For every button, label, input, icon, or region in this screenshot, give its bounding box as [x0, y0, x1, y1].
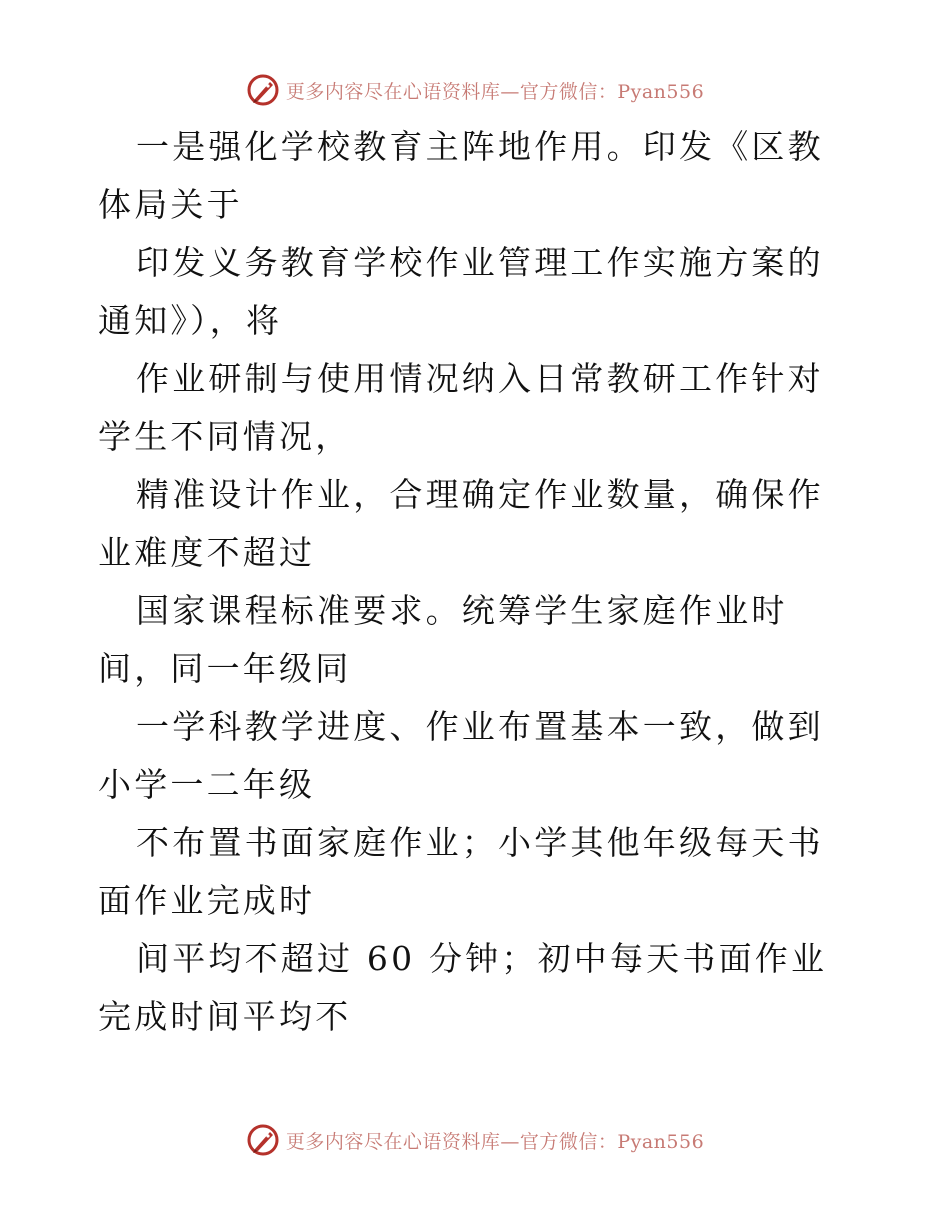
paragraph: 间平均不超过 60 分钟；初中每天书面作业完成时间平均不	[98, 939, 828, 1036]
footer-watermark-banner	[0, 1120, 950, 1160]
paragraph: 不布置书面家庭作业；小学其他年级每天书面作业完成时	[98, 823, 824, 920]
paragraph: 精准设计作业，合理确定作业数量，确保作业难度不超过	[98, 475, 824, 572]
header-watermark-banner	[0, 70, 950, 110]
paragraph: 作业研制与使用情况纳入日常教研工作针对学生不同情况，	[98, 359, 824, 456]
pen-nib-logo-icon	[246, 1123, 280, 1157]
watermark-text: 更多内容尽在心语资料库—官方微信：Pyan556	[285, 80, 705, 103]
paragraph: 一是强化学校教育主阵地作用。印发《区教体局关于	[98, 127, 824, 224]
pen-nib-logo-icon	[246, 73, 280, 107]
paragraph: 印发义务教育学校作业管理工作实施方案的通知》），将	[98, 243, 824, 340]
paragraph: 一学科教学进度、作业布置基本一致，做到小学一二年级	[98, 707, 824, 804]
watermark-text: 更多内容尽在心语资料库—官方微信：Pyan556	[285, 1130, 705, 1153]
paragraph: 国家课程标准要求。统筹学生家庭作业时间，同一年级同	[98, 591, 788, 688]
document-body	[98, 118, 858, 1046]
